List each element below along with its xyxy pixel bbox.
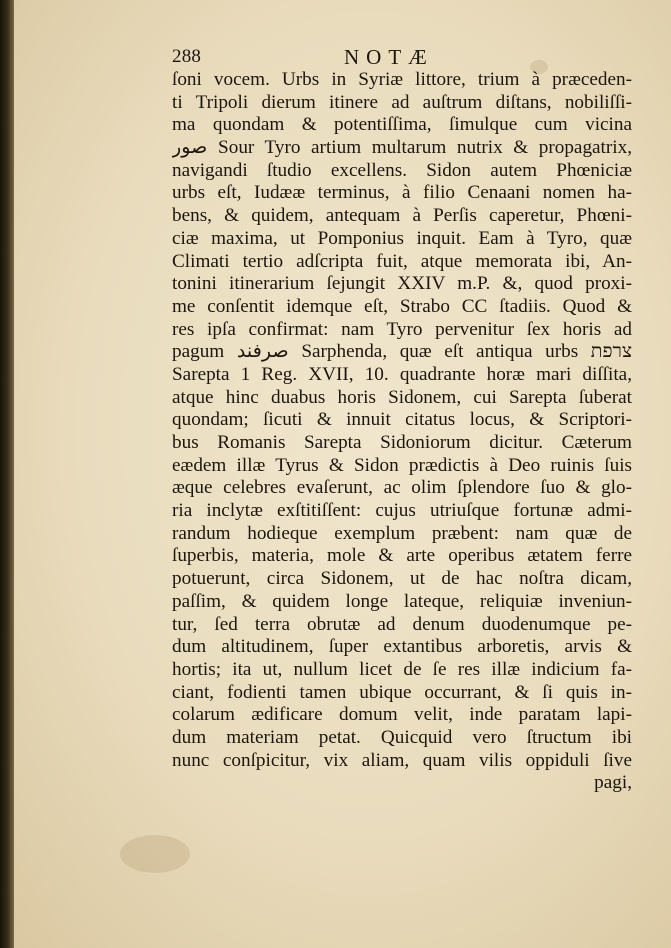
catchword: pagi, (594, 772, 632, 794)
text-line: colarum ædificare domum velit, inde paratam lapi- (172, 704, 632, 726)
text-line: randum hodieque exemplum præbent: nam quæ de (172, 522, 632, 544)
text-line: ria inclytæ exſtitiſſent: cujus utriuſque fortunæ admi- (172, 500, 632, 522)
text-line: ciæ maxima, ut Pomponius inquit. Eam à Tyro, quæ (172, 227, 632, 249)
text-line: ma quondam & potentiſſima, ſimulque cum vicina (172, 114, 632, 136)
text-line: atque hinc duabus horis Sidonem, cui Sarepta ſuberat (172, 386, 632, 408)
body-text (172, 69, 632, 795)
text-line: res ipſa confirmat: nam Tyro pervenitur ſex horis ad (172, 318, 632, 340)
text-line: potuerunt, circa Sidonem, ut de hac noſtra dicam, (172, 568, 632, 590)
text-line: quondam; ſicuti & innuit citatus locus, & Scriptori- (172, 409, 632, 431)
text-line: ſoni vocem. Urbs in Syriæ littore, trium à præceden- (172, 69, 632, 90)
text-line: ciant, fodienti tamen ubique occurrant, & ſi quis in- (172, 681, 632, 703)
text-line: tur, ſed terra obrutæ ad denum duodenumque pe- (172, 613, 632, 635)
paper-stain (120, 835, 190, 873)
text-line: صور Sour Tyro artium multarum nutrix & propagatrix, (172, 137, 632, 159)
page-gutter-shadow (0, 0, 14, 948)
page-number: 288 (172, 46, 202, 67)
text-line: bus Romanis Sarepta Sidoniorum dicitur. Cæterum (172, 432, 632, 453)
text-line: urbs eſt, Iudææ terminus, à filio Cenaani nomen ha- (172, 182, 632, 204)
text-line: nunc conſpicitur, vix aliam, quam vilis oppiduli ſive (172, 749, 632, 771)
text-line: paſſim, & quidem longe lateque, reliquiæ inveniun- (172, 590, 632, 612)
text-line: Sarepta 1 Reg. XVII, 10. quadrante horæ mari diſſita, (172, 363, 632, 385)
text-line: tonini itinerarium ſejungit XXIV m.P. &, quod proxi- (172, 273, 632, 295)
text-line: pagum صرفند Sarphenda, quæ eſt antiqua urbs צרפת (172, 341, 632, 363)
text-line: dum altitudinem, ſuper extantibus arboretis, arvis & (172, 636, 632, 658)
text-line: navigandi ſtudio excellens. Sidon autem Phœniciæ (172, 159, 632, 181)
text-line: bens, & quidem, antequam à Perſis caperetur, Phœni- (172, 205, 632, 227)
running-head: NOTÆ (344, 45, 434, 69)
text-line: eædem illæ Tyrus & Sidon prædictis à Deo ruinis ſuis (172, 454, 632, 476)
text-line: Climati tertio adſcripta fuit, atque memorata ibi, An- (172, 250, 632, 272)
text-line: hortis; ita ut, nullum licet de ſe res illæ indicium fa- (172, 658, 632, 680)
text-line: me conſentit idemque eſt, Strabo CC ſtadiis. Quod & (172, 295, 632, 317)
text-line: dum materiam petat. Quicquid vero ſtructum ibi (172, 726, 632, 748)
text-line: ti Tripoli dierum itinere ad auſtrum diſtans, nobiliſſi- (172, 91, 632, 113)
text-line: æque celebres evaſerunt, ac olim ſplendore ſuo & glo- (172, 477, 632, 499)
text-line: ſuperbis, materia, mole & arte operibus ætatem ferre (172, 545, 632, 567)
